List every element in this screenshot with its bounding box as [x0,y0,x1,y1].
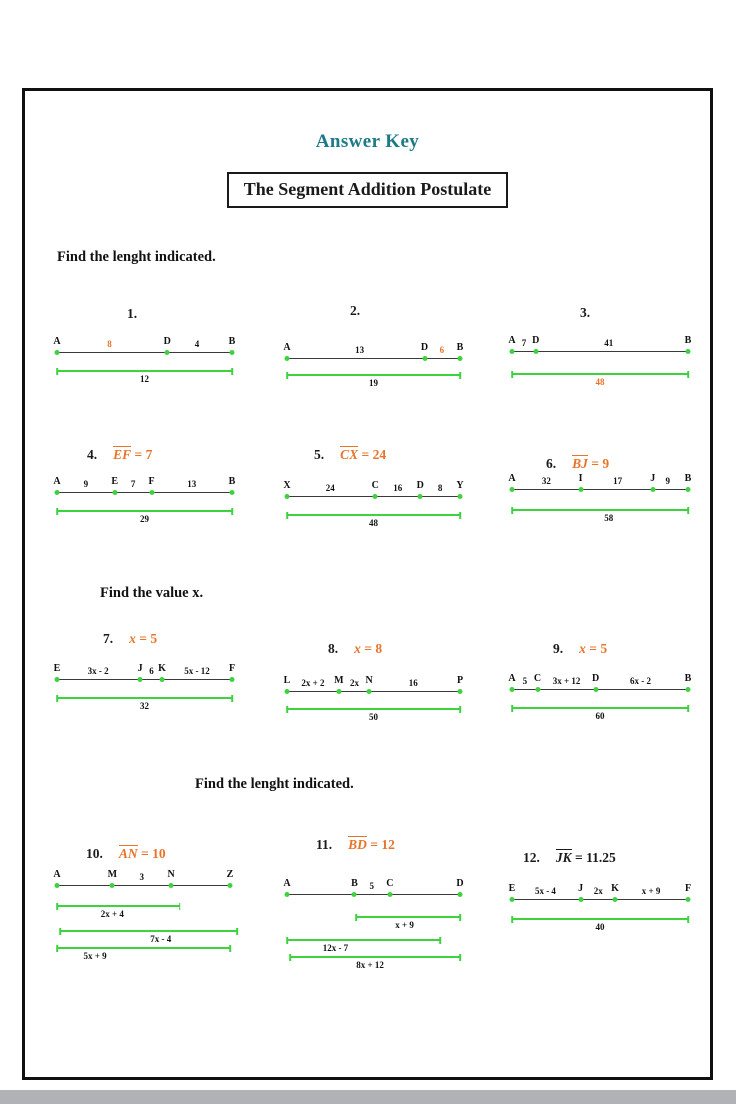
measure-end-tick [511,507,513,514]
point-dot [650,487,655,492]
measure-end-tick [179,903,181,910]
segment-line [57,679,232,680]
measure-line [512,509,688,511]
point-label: A [53,869,61,880]
segment-length-label: 8 [437,483,443,493]
problem-number: 12. [523,850,540,865]
answer-symbol: x [129,631,136,646]
answer-value: = 5 [135,631,158,646]
problem-header [523,849,616,866]
measure-end-tick [459,954,461,961]
measure-end-tick [56,945,58,952]
segment-line [57,492,232,493]
problem-number: 6. [546,456,557,471]
point-label: X [283,480,291,491]
segment-length-label: 9 [83,479,89,489]
problem-number: 8. [328,641,339,656]
problem-answer [579,641,607,656]
measure-end-tick [459,914,461,921]
measure-end-tick [286,512,288,519]
point-label: D [420,342,429,353]
answer-symbol: CX [340,447,359,462]
measure-end-tick [687,916,689,923]
point-label: E [111,476,119,487]
answer-value: = 5 [585,641,608,656]
answer-symbol: EF [113,447,132,462]
problem-number: 11. [316,837,333,852]
point-dot [55,883,60,888]
point-label: A [53,476,61,487]
point-dot [612,897,617,902]
measure-line [287,939,440,941]
problem-number: 10. [86,846,103,861]
point-label: A [283,342,291,353]
problem-answer [119,846,166,861]
measure-end-tick [687,371,689,378]
worksheet-title-wrap [25,172,710,208]
point-dot [458,494,463,499]
segment-line [287,691,460,692]
point-dot [138,677,143,682]
measure-line [512,373,688,375]
measure-label: 58 [604,513,614,523]
segment-length-label: 5 [369,881,375,891]
measure-end-tick [229,945,231,952]
point-dot [55,350,60,355]
measure-line [290,956,460,958]
point-label: A [508,335,516,346]
problem-number: 2. [350,303,361,318]
measure-label: 50 [369,712,378,722]
measure-label: 40 [595,922,605,932]
point-dot [285,356,290,361]
point-label: B [684,673,692,684]
segment-length-label: 17 [613,476,623,486]
segment-length-label: 41 [604,338,614,348]
problem-number: 4. [87,447,98,462]
point-label: B [684,473,692,484]
problem-header [86,845,166,862]
measure-end-tick [687,507,689,514]
point-dot [112,490,117,495]
point-dot [686,487,691,492]
point-dot [149,490,154,495]
section-heading-find-length-2: Find the lenght indicated. [195,776,354,792]
measure-line [57,947,230,949]
segment-length-label: 3x - 2 [87,666,109,676]
measure-end-tick [236,928,238,935]
problem-number: 9. [553,641,564,656]
point-label: B [351,878,358,889]
segment-line [512,489,688,490]
section-heading-find-value-x: Find the value x. [100,585,204,601]
measure-label: 48 [369,518,378,528]
segment-length-label: 5x - 12 [184,666,210,676]
problem-answer [572,456,609,471]
point-label: N [167,869,175,880]
point-dot [578,897,583,902]
answer-symbol: x [579,641,586,656]
point-dot [458,356,463,361]
point-label: K [158,663,166,674]
segment-line [512,351,688,352]
measure-label: 12x - 7 [322,943,349,953]
point-dot [367,689,372,694]
problem-number: 7. [103,631,114,646]
problem-header [314,446,386,463]
point-dot [593,687,598,692]
answer-symbol: BJ [572,456,588,471]
point-dot [422,356,427,361]
segment-length-label: 4 [194,339,200,349]
point-label: A [53,336,61,347]
segment-length-label: 2x + 2 [301,678,325,688]
measure-end-tick [459,512,461,519]
measure-line [287,514,460,516]
segment-line [57,885,230,886]
segment-length-label: 9 [665,476,670,486]
point-label: C [386,878,394,889]
measure-end-tick [286,372,288,379]
measure-line [512,707,688,709]
segment-length-label: 2x [349,678,359,688]
measure-end-tick [511,371,513,378]
point-dot [230,490,235,495]
point-dot [510,897,515,902]
point-label: Y [456,480,464,491]
segment-line [287,894,460,895]
measure-end-tick [290,954,292,961]
answer-symbol: JK [555,850,572,865]
point-label: D [163,336,171,347]
point-dot [578,487,583,492]
point-dot [230,677,235,682]
point-dot [387,892,392,897]
measure-line [57,905,180,907]
problem-header [546,455,609,472]
measure-end-tick [511,916,513,923]
segment-length-label: 13 [187,479,197,489]
measure-end-tick [459,706,461,713]
measure-label: 8x + 12 [356,960,384,970]
point-dot [285,892,290,897]
answer-symbol: AN [118,846,138,861]
segment-line [512,899,688,900]
point-dot [458,689,463,694]
measure-end-tick [60,928,62,935]
problem-number: 3. [580,305,591,320]
measure-label: 7x - 4 [150,934,172,944]
measure-end-tick [511,705,513,712]
answer-symbol: BD [348,837,367,852]
problem-header [87,446,152,463]
point-label: E [508,883,516,894]
point-dot [230,350,235,355]
point-dot [535,687,540,692]
measure-end-tick [439,937,441,944]
point-label: C [371,480,379,491]
point-label: J [578,883,584,894]
measure-label: 32 [140,701,149,711]
measure-end-tick [286,706,288,713]
point-label: Z [226,869,234,880]
problem-header [553,641,607,657]
segment-length-label: 3x + 12 [552,676,581,686]
problem-answer [113,447,152,462]
point-label: J [137,663,143,674]
measure-end-tick [231,695,233,702]
segment-line [57,352,232,353]
segment-length-label: x + 9 [641,886,661,896]
segment-length-label: 8 [107,339,112,349]
measure-end-tick [56,508,58,515]
point-dot [336,689,341,694]
measure-end-tick [231,508,233,515]
measure-label: 5x + 9 [83,951,107,961]
segment-length-label: 3 [139,872,145,882]
answer-symbol: x [354,641,361,656]
measure-label: 19 [369,378,378,388]
answer-value: = 11.25 [571,850,616,865]
segment-length-label: 5x - 4 [534,886,556,896]
measure-label: 60 [595,711,605,721]
measure-line [512,918,688,920]
worksheet-title: The Segment Addition Postulate [227,172,509,208]
measure-line [57,510,232,512]
segment-length-label: 6 [149,666,154,676]
point-dot [533,349,538,354]
point-label: M [107,869,118,880]
point-label: B [456,342,464,353]
problem-answer [556,850,616,865]
measure-line [287,708,460,710]
measure-label: 29 [140,514,149,524]
problem-answer [354,641,382,656]
measure-end-tick [56,695,58,702]
point-dot [165,350,170,355]
point-dot [228,883,233,888]
answer-key-title: Answer Key [315,131,420,152]
measure-label: 12 [140,374,149,384]
point-label: F [228,663,236,674]
segment-length-label: 16 [408,678,418,688]
problem-header [328,641,382,657]
point-label: E [53,663,61,674]
answer-value: = 10 [137,846,166,861]
point-label: F [148,476,155,487]
segment-length-label: 13 [355,345,365,355]
point-label: B [228,336,236,347]
point-label: I [578,473,583,484]
problem-header [127,306,137,322]
point-dot [510,349,515,354]
point-label: D [532,335,540,346]
bottom-bar [0,1090,736,1104]
measure-line [60,930,236,932]
point-label: L [283,675,291,686]
problem-answer [129,631,157,646]
point-label: N [365,675,373,686]
measure-end-tick [355,914,357,921]
point-dot [458,892,463,897]
segment-length-label: 16 [393,483,403,493]
segment-line [287,358,460,359]
measure-end-tick [56,368,58,375]
point-label: A [508,673,516,684]
point-label: B [684,335,692,346]
point-dot [55,490,60,495]
answer-value: = 12 [366,837,395,852]
point-label: F [684,883,692,894]
problem-number: 1. [127,306,138,321]
point-label: A [283,878,291,889]
measure-label: x + 9 [395,920,414,930]
point-label: C [533,673,542,684]
point-dot [418,494,423,499]
segment-length-label: 32 [541,476,551,486]
measure-end-tick [56,903,58,910]
point-dot [160,677,165,682]
point-label: K [611,883,619,894]
answer-value: = 9 [587,456,610,471]
point-dot [510,487,515,492]
segment-length-label: 7 [130,479,136,489]
segment-length-label: 7 [521,338,527,348]
point-dot [373,494,378,499]
problem-header [103,631,157,647]
point-label: B [228,476,236,487]
measure-line [57,697,232,699]
measure-end-tick [687,705,689,712]
point-label: M [334,675,344,686]
segment-length-label: 6 [439,345,445,355]
point-dot [352,892,357,897]
point-dot [285,689,290,694]
measure-end-tick [286,937,288,944]
measure-line [356,916,460,918]
point-dot [686,349,691,354]
point-dot [285,494,290,499]
point-dot [686,897,691,902]
problem-header [580,305,590,321]
measure-end-tick [231,368,233,375]
measure-label: 2x + 4 [100,909,124,919]
point-label: J [650,473,656,484]
segment-length-label: 6x - 2 [629,676,651,686]
point-label: D [456,878,464,889]
problem-header [350,303,360,319]
measure-label: 48 [595,377,605,387]
worksheet-page [22,88,713,1080]
measure-end-tick [459,372,461,379]
section-heading-find-length-1: Find the lenght indicated. [57,249,216,265]
point-dot [169,883,174,888]
segment-length-label: 24 [325,483,335,493]
answer-value: = 24 [358,447,387,462]
point-dot [110,883,115,888]
problem-number: 5. [314,447,325,462]
point-label: D [416,480,424,491]
segment-length-label: 5 [522,676,528,686]
point-label: A [508,473,516,484]
problem-answer [348,837,395,852]
point-label: D [591,673,600,684]
point-dot [55,677,60,682]
problem-answer [340,447,386,462]
point-dot [686,687,691,692]
point-dot [510,687,515,692]
measure-line [57,370,232,372]
answer-value: = 7 [131,447,153,462]
segment-length-label: 2x [593,886,603,896]
answer-value: = 8 [360,641,383,656]
measure-line [287,374,460,376]
point-label: P [456,675,464,686]
problem-header [316,836,395,853]
